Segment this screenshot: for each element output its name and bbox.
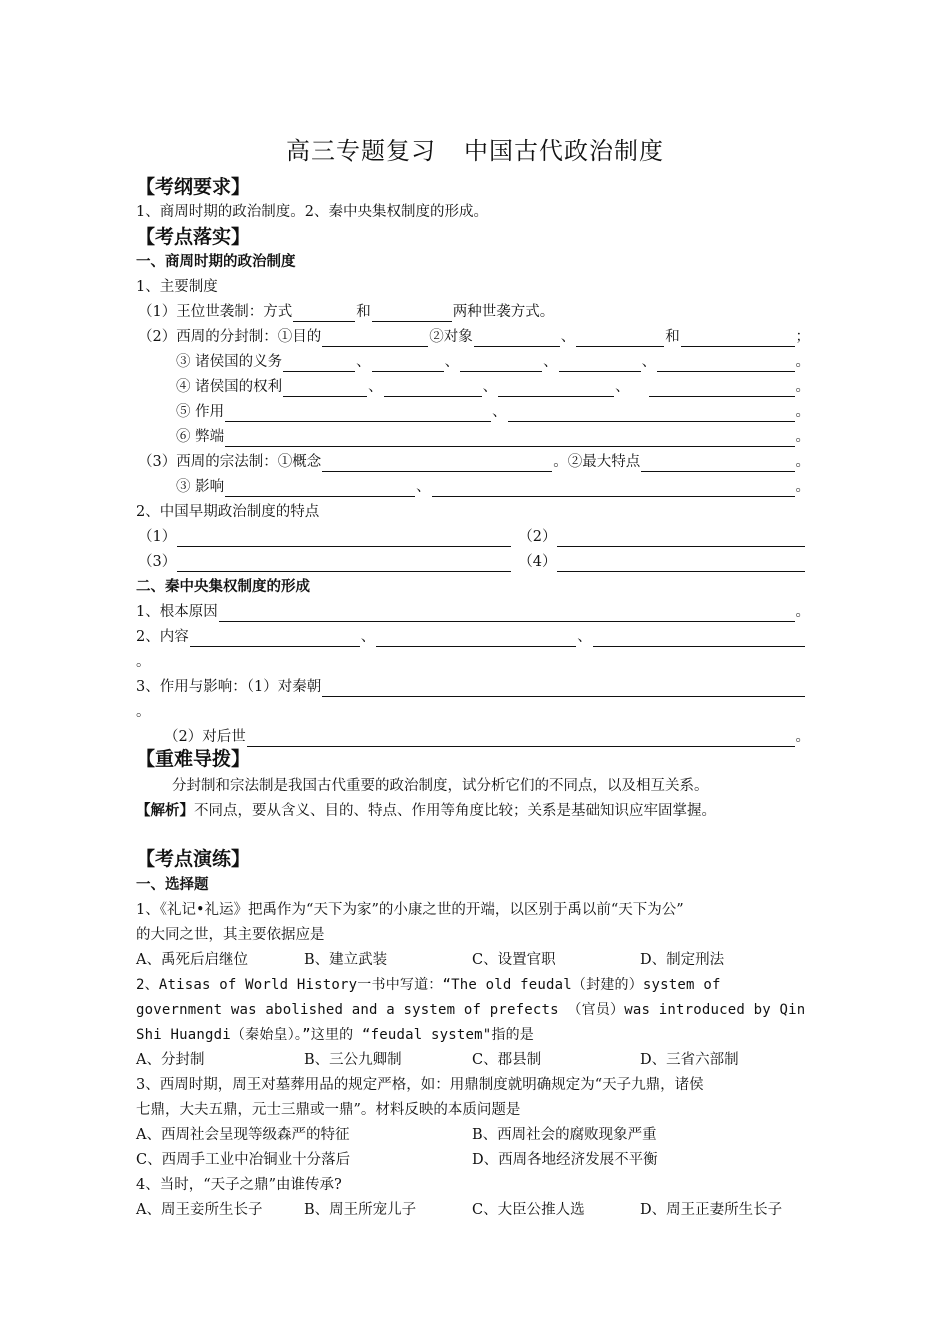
blank-line-features-1-2: （1） （2） [138, 527, 806, 547]
blank-line-later-effect: （2）对后世 。 [164, 729, 810, 745]
answer-blank[interactable] [557, 556, 805, 572]
subsection-title-choice: 一、选择题 [136, 877, 209, 893]
option-d[interactable]: D、三省六部制 [640, 1052, 739, 1068]
answer-blank[interactable] [293, 306, 355, 322]
blank-line-biduan: ⑥ 弊端 。 [176, 429, 810, 445]
answer-blank[interactable] [322, 331, 428, 347]
answer-blank[interactable] [681, 331, 795, 347]
answer-blank[interactable] [283, 356, 355, 372]
blank-line-quanli: ④ 诸侯国的权利 、 、 、 。 [176, 379, 810, 395]
question-2-options [136, 1050, 810, 1070]
answer-blank[interactable] [384, 381, 482, 397]
subsection-title-shangzhou: 一、商周时期的政治制度 [136, 254, 296, 270]
jiexi-text: 不同点，要从含义、目的、特点、作用等角度比较；关系是基础知识应牢固掌握。 [194, 803, 716, 819]
answer-blank[interactable] [559, 356, 641, 372]
question-1-line-1: 1、《礼记•礼运》把禹作为“天下为家”的小康之世的开端，以区别于禹以前“天下为公” [136, 902, 684, 918]
blank-line-content: 2、内容 、 、 [136, 627, 806, 647]
zhongnan-text: 分封制和宗法制是我国古代重要的政治制度，试分析它们的不同点，以及相互关系。 [172, 778, 709, 794]
page-title: 高三专题复习 中国古代政治制度 [286, 137, 664, 165]
option-d[interactable]: D、制定刑法 [640, 952, 725, 968]
answer-blank[interactable] [576, 331, 664, 347]
answer-blank[interactable] [474, 331, 560, 347]
answer-blank[interactable] [322, 456, 552, 472]
blank-line-features-3-4: （3） （4） [138, 552, 806, 572]
answer-blank[interactable] [372, 356, 444, 372]
blank-line-zuoyong: ⑤ 作用 、 。 [176, 404, 810, 420]
answer-blank[interactable] [657, 356, 794, 372]
option-b[interactable]: B、三公九卿制 [304, 1052, 402, 1068]
option-b[interactable]: B、建立武装 [304, 952, 388, 968]
answer-blank[interactable] [247, 731, 795, 747]
blank-line-wangwei: （1）王位世袭制：方式 和 两种世袭方式。 [138, 304, 555, 320]
question-4-line-1: 4、当时，“天子之鼎”由谁传承? [136, 1177, 342, 1193]
blank-line-yiwu: ③ 诸侯国的义务 、 、 、 、 。 [176, 354, 810, 370]
option-c[interactable]: C、大臣公推人选 [472, 1202, 585, 1218]
question-3-line-2: 七鼎，大夫五鼎，元士三鼎或一鼎”。材料反映的本质问题是 [136, 1102, 521, 1118]
question-3-options-ab [136, 1125, 810, 1145]
option-c[interactable]: C、设置官职 [472, 952, 556, 968]
blank-line-zongfa: （3）西周的宗法制：①概念 。②最大特点 。 [138, 454, 810, 470]
answer-blank[interactable] [460, 356, 542, 372]
section-heading-zhongnan: 【重难导拨】 [136, 748, 251, 770]
option-a[interactable]: A、禹死后启继位 [136, 952, 248, 968]
answer-blank[interactable] [225, 406, 491, 422]
answer-blank[interactable] [432, 481, 795, 497]
option-a[interactable]: A、西周社会呈现等级森严的特征 [136, 1127, 350, 1143]
answer-blank[interactable] [322, 681, 805, 697]
jiexi-label: 【解析】 [136, 803, 194, 819]
option-a[interactable]: A、分封制 [136, 1052, 205, 1068]
answer-blank[interactable] [649, 381, 795, 397]
answer-blank[interactable] [593, 631, 805, 647]
section-heading-yanlian: 【考点演练】 [136, 848, 251, 870]
section-heading-kaogang: 【考纲要求】 [136, 176, 251, 198]
item-early-features: 2、中国早期政治制度的特点 [136, 504, 320, 520]
answer-blank[interactable] [498, 381, 614, 397]
question-2-line-1: 2、Atisas of World History一书中写道：“The old feudal（封建的）system of [136, 977, 721, 993]
option-c[interactable]: C、郡县制 [472, 1052, 542, 1068]
answer-blank[interactable] [283, 381, 367, 397]
question-3-line-1: 3、西周时期，周王对墓葬用品的规定严格，如：用鼎制度就明确规定为“天子九鼎，诸侯 [136, 1077, 704, 1093]
answer-blank[interactable] [177, 531, 511, 547]
blank-line-fenfeng: （2）西周的分封制：①目的 ②对象 、 和 ； [138, 329, 810, 345]
answer-blank[interactable] [508, 406, 795, 422]
blank-line-qin-effect: 3、作用与影响：（1）对秦朝 [136, 677, 806, 697]
answer-blank[interactable] [376, 631, 576, 647]
item-main-systems: 1、主要制度 [136, 279, 218, 295]
answer-blank[interactable] [177, 556, 511, 572]
line-end-mark: 。 [136, 654, 151, 670]
line-end-mark: 。 [136, 704, 151, 720]
kaogang-text: 1、商周时期的政治制度。2、秦中央集权制度的形成。 [136, 204, 488, 220]
question-1-options [136, 950, 810, 970]
question-4-options [136, 1200, 810, 1220]
answer-blank[interactable] [219, 606, 795, 622]
answer-blank[interactable] [225, 431, 794, 447]
blank-line-root-cause: 1、根本原因 。 [136, 604, 810, 620]
answer-blank[interactable] [225, 481, 415, 497]
question-2-line-2: government was abolished and a system of prefects （官员）was introduced by Qin [136, 1002, 806, 1018]
option-b[interactable]: B、周王所宠儿子 [304, 1202, 417, 1218]
option-d[interactable]: D、周王正妻所生长子 [640, 1202, 783, 1218]
option-d[interactable]: D、西周各地经济发展不平衡 [472, 1152, 658, 1168]
subsection-title-qin: 二、秦中央集权制度的形成 [136, 579, 310, 595]
answer-blank[interactable] [557, 531, 805, 547]
option-a[interactable]: A、周王妾所生长子 [136, 1202, 263, 1218]
answer-blank[interactable] [190, 631, 360, 647]
answer-blank[interactable] [372, 306, 452, 322]
blank-line-yingxiang: ③ 影响 、 。 [176, 479, 810, 495]
question-1-line-2: 的大同之世，其主要依据应是 [136, 927, 325, 943]
section-heading-luoshi: 【考点落实】 [136, 226, 251, 248]
option-b[interactable]: B、西周社会的腐败现象严重 [472, 1127, 657, 1143]
option-c[interactable]: C、西周手工业中冶铜业十分落后 [136, 1152, 351, 1168]
question-3-options-cd [136, 1150, 810, 1170]
answer-blank[interactable] [641, 456, 794, 472]
jiexi-line [136, 801, 810, 821]
question-2-line-3: Shi Huangdi（秦始皇）。”这里的 “feudal system"指的是 [136, 1027, 535, 1043]
